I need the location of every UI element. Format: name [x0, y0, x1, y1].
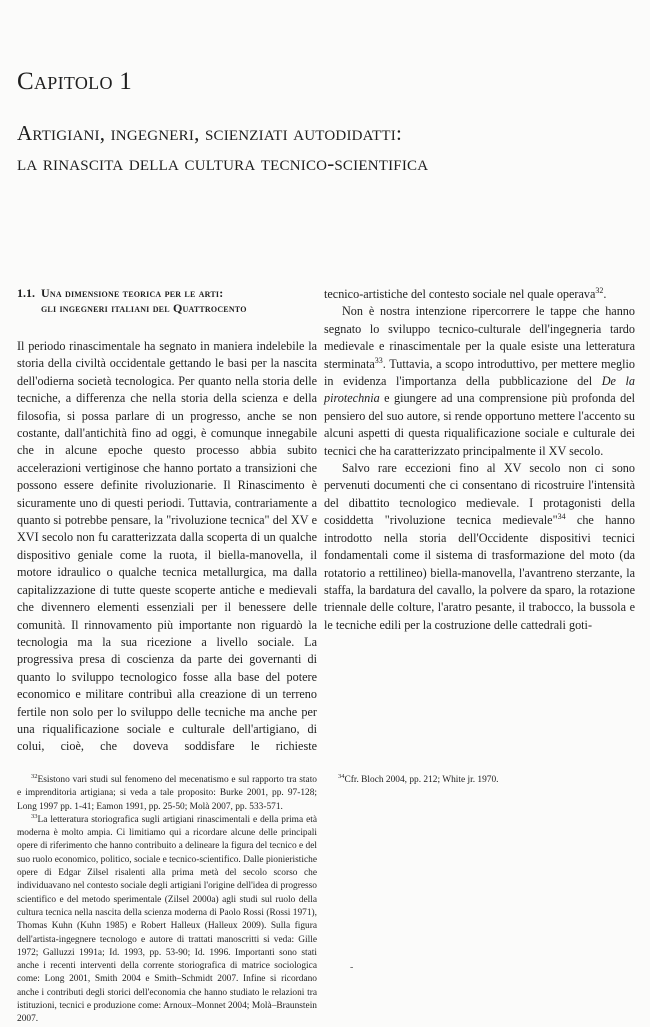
chapter-title-line-2: la rinascita della cultura tecnico-scientifica: [17, 151, 429, 175]
footnote-32: [17, 774, 317, 814]
footnote-ref-34[interactable]: 34: [557, 512, 566, 522]
footnote-ref-33[interactable]: 33: [374, 355, 383, 365]
paragraph-2-text-b: . Tuttavia, a scopo introduttivo, per mettere meglio in evidenza l'importanza della pubblicazione del: [324, 356, 635, 389]
paragraph-3: [324, 460, 635, 634]
paragraph-3-text-b: che hanno introdotto nella storia dell'Occidente dispositivi tecnici fondamentali come il sistema di trasformazione del moto (da rotatorio a rettilineo) biella-manovella, l'avantreno sterzante, la staffa, la bardatura del cavallo, la polvere da sparo, la rotazione triennale delle colture, l'aratro pesante, il trabocco, la bussola e le tecniche edili per la costruzione delle cattedrali goti-: [324, 513, 635, 632]
footnote-34-number: 34: [338, 772, 345, 780]
chapter-title-line-1: Artigiani, ingegneri, scienziati autodidatti:: [17, 121, 403, 145]
chapter-label: Capitolo 1: [17, 68, 133, 95]
book-title: De la pirotechnia: [324, 374, 635, 406]
section-heading: [17, 286, 317, 316]
paragraph-1: [17, 338, 317, 756]
body-column-left: [17, 286, 317, 756]
footnote-34: [324, 774, 635, 787]
paragraph-3-text-a: Salvo rare eccezioni fino al XV secolo non ci sono pervenuti documenti che ci consentano di ricostruire l'intensità del dibattito tecnologico medievale. I protagonisti della cosiddetta "rivoluzione tecnica medievale": [324, 461, 635, 528]
footnote-33-number: 33: [31, 812, 38, 820]
footnote-ref-32[interactable]: 32: [595, 285, 604, 295]
footnote-32-number: 32: [31, 772, 38, 780]
footnotes-left: [17, 774, 317, 1027]
footnote-33: [17, 814, 317, 1027]
paragraph-1-continued-text: tecnico-artistiche del contesto sociale nel quale operava: [324, 287, 596, 301]
paragraph-2-text-a: Non è nostra intenzione ripercorrere le tappe che hanno segnato lo sviluppo tecnico-culturale dell'ingegneria tardo medievale e rinascimentale per la quale esiste una letteratura sterminata: [324, 304, 635, 371]
body-column-right: [324, 286, 635, 634]
chapter-title: [17, 118, 637, 178]
section-title-line-2: gli ingegneri italiani del Quattrocento: [41, 301, 247, 315]
section-title-line-1: Una dimensione teorica per le arti:: [41, 286, 224, 300]
paragraph-2-text-c: e giungere ad una comprensione più profonda del pensiero del suo autore, si rende opportuno mettere l'accento su alcuni aspetti di questa riqualificazione sociale e culturale dei tecnici che ha caratterizzato principalmente il XV secolo.: [324, 391, 635, 458]
footnote-33-text: La letteratura storiografica sugli artigiani rinascimentali e della prima età moderna è molto ampia. Ci limitiamo qui a ricordare alcune delle principali opere di riferimento che hanno contribuito a delineare la figura del tecnico e del suo ruolo economico, politico, sociale e tecnico-scientifico. Dalle pionieristiche opere di Edgar Zilsel risalenti alla prima metà del secolo scorso che individuavano nel contesto sociale degli artigiani l'origine dell'idea di progresso scientifico e del metodo sperimentale (Zilsel 2000a) agli studi sul ruolo della cultura tecnica nella nascita della scienza moderna di Paolo Rossi (Rossi 1971), Thomas Kuhn (Kuhn 1985) e Robert Halleux (Halleux 2009). Sulla figura dell'artista-ingegnere tecnologo e autore di trattati manoscritti si veda: Gille 1972; Galluzzi 1991a; Id. 1993, pp. 53-90; Id. 1996. Importanti sono stati anche i recenti interventi della corrente storiografica di matrice sociologica come: Long 2001, Smith 2004 e Smith–Schmidt 2007. Infine si ricordano anche i contributi degli storici dell'economia che hanno studiato le relazioni tra istituzioni, tecnici e produzione come: Arnoux–Monnet 2004; Molà–Braunstein 2007.: [17, 814, 317, 1025]
section-number: 1.1.: [17, 286, 35, 300]
paragraph-1-text: Il periodo rinascimentale ha segnato in maniera indelebile la storia della civiltà occidentale gettando le basi per la nascita dell'odierna società tecnologica. Per quanto nella storia delle tecniche, a differenza che nella storia della scienza e della filosofia, si possa parlare di un progresso, anche se non costante, dall'antichità fino ad oggi, è comunque innegabile che in alcune epoche questo processo abbia subito accelerazioni vertiginose che hanno portato a transizioni che possono essere definite rivoluzionarie. Il Rinascimento è sicuramente uno di questi periodi. Tuttavia, contrariamente a quanto si potrebbe pensare, la "rivoluzione tecnica" del XV e XVI secolo non fu caratterizzata dalla scoperta di un qualche dispositivo geniale come la ruota, il biella-manovella, il motore idraulico o qualche tecnica metallurgica, ma dalla capitalizzazione di tutte queste scoperte antiche e medievali che divennero elementi essenziali per il benessere delle comunità. Il rinnovamento più importante non riguardò la tecnologia ma la sua ricezione a livello sociale. La progressiva presa di coscienza da parte dei governanti di quanto lo sviluppo tecnologico fosse alla base del potere economico e militare contribuì alla creazione di un terreno fertile non solo per lo sviluppo delle tecniche ma anche per una riqualificazione sociale e culturale dell'artigiano, di colui, cioè, che doveva soddisfare le richieste: [17, 339, 317, 754]
page-mark: -: [350, 962, 354, 973]
footnote-32-text: Esistono vari studi sul fenomeno del mecenatismo e sul rapporto tra stato e imprenditoria artigiana; si veda a tale proposito: Burke 2001, pp. 97-128; Long 1997 pp. 1-41; Eamon 1991, pp. 25-50; Molà 2007, pp. 533-571.: [17, 775, 317, 812]
paragraph-2: [324, 303, 635, 460]
paragraph-1-continued: tecnico-artistiche del contesto sociale nel quale operava$^{32}$.: [324, 285, 607, 301]
footnotes-right: [324, 774, 635, 787]
footnote-34-text: Cfr. Bloch 2004, pp. 212; White jr. 1970.: [344, 775, 499, 785]
